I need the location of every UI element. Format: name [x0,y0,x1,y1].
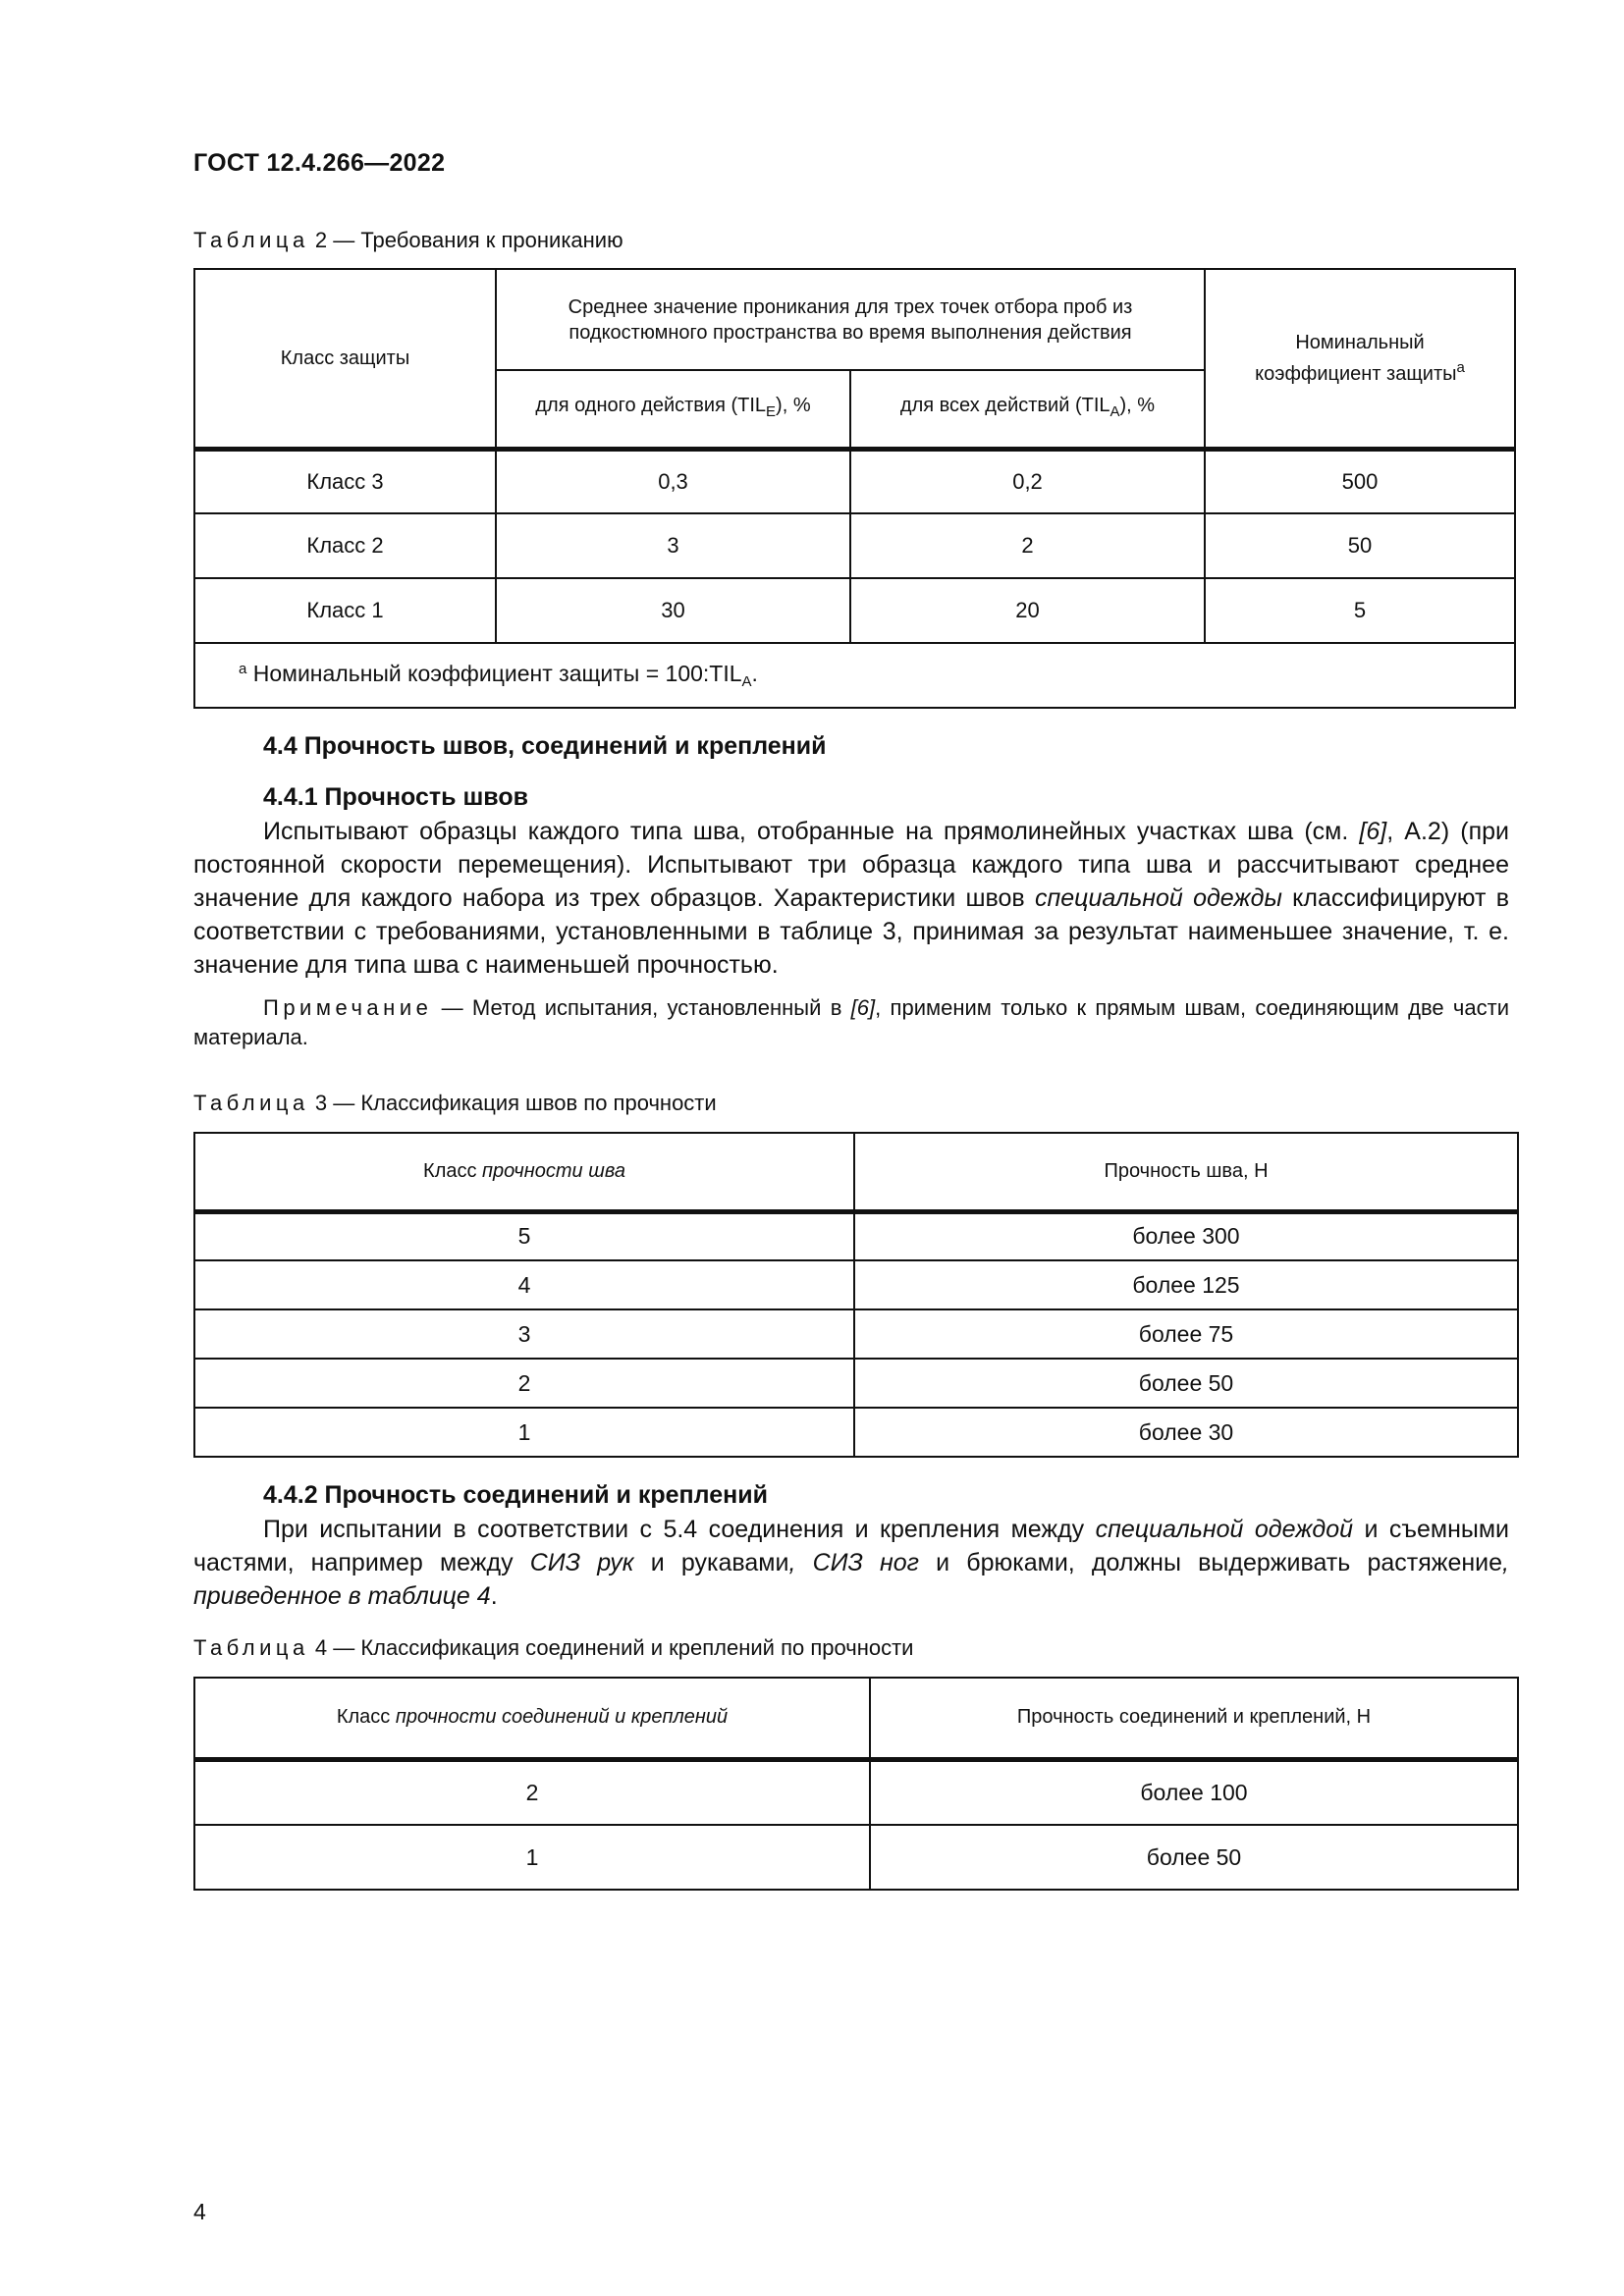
table-row [194,513,1515,578]
para-text: Испытывают образцы каждого типа шва, отобранные на прямолинейных участках шва (см. [263,818,1360,845]
table4-caption-text: 4 — Классификация соединений и креплений по прочности [314,1635,914,1660]
table4-caption [193,1635,913,1661]
table3-caption [193,1091,717,1116]
table2-col-nominal-text: Номинальный коэффициент защиты [1255,331,1457,385]
table2-cell-class: Класс 1 [194,578,496,643]
term-italic: СИЗ рук [529,1549,634,1576]
table2-cell-class: Класс 2 [194,513,496,578]
reference-link: [6] [850,995,876,1020]
section-4-4-2-paragraph [193,1513,1509,1613]
table2-col-single-tail: ), % [776,394,811,416]
table2-caption-prefix: Таблица [193,228,309,252]
table2-caption-text: 2 — Требования к прониканию [314,228,623,252]
section-4-4-1-title: 4.4.1 Прочность швов [263,783,528,811]
reference-link: [6] [1359,818,1387,845]
page-number: 4 [193,2199,206,2224]
table2-caption [193,228,623,253]
term-italic: специальной одеждой [1095,1516,1354,1543]
table2-cell-single: 3 [496,513,850,578]
table3-cell-class: 1 [194,1408,854,1457]
header-text: Класс [423,1159,483,1182]
table2-cell-all: 20 [850,578,1205,643]
table3-cell-strength: более 75 [854,1309,1518,1359]
table2-col-single-text: для одного действия (TIL [535,394,767,416]
table2-cell-nominal: 5 [1205,578,1515,643]
table-row [194,1260,1518,1309]
table2 [193,268,1516,709]
para-text: и брюками, должны выдерживать растяжение [919,1549,1503,1576]
table4-col-class [194,1678,870,1759]
para-text: и съемными частями, например между [193,1516,1509,1576]
table3-caption-text: 3 — Классификация швов по прочности [314,1091,717,1115]
table-row [194,578,1515,643]
para-text: . [490,1582,498,1610]
para-text: и рукавами [633,1549,789,1576]
para-text: , А.2) (при постоянной скорости перемещения). Испытывают три образца каждого типа шва и рассчитывают среднее значение для каждого набора из трех образцов. Характеристики швов [193,818,1510,912]
table3-caption-prefix: Таблица [193,1091,309,1115]
table2-col-all-text: для всех действий (TIL [899,394,1110,416]
table2-col-group: Среднее значение проникания для трех точек отбора проб из подкостюмного пространства во время выполнения действия [496,269,1205,370]
para-text: классифицируют в соответствии с требованиями, установленными в таблице 3, принимая за результат наименьшее значение, т. е. значение для типа шва с наименьшей прочностью. [193,884,1509,979]
table4-cell-strength: более 50 [870,1825,1518,1890]
section-4-4-2-title: 4.4.2 Прочность соединений и креплений [263,1481,768,1509]
table2-footnote [194,643,1515,708]
term-italic: , СИЗ ног [788,1549,919,1576]
table3-col-class [194,1133,854,1211]
table2-cell-class: Класс 3 [194,449,496,513]
table-row [194,1825,1518,1890]
table2-col-all-sub: A [1110,402,1120,420]
table3-col-strength: Прочность шва, Н [854,1133,1518,1211]
table3-cell-class: 5 [194,1211,854,1260]
table3-cell-strength: более 50 [854,1359,1518,1408]
document-header: ГОСТ 12.4.266—2022 [193,149,446,177]
table2-cell-all: 2 [850,513,1205,578]
table4-cell-class: 1 [194,1825,870,1890]
section-4-4-title: 4.4 Прочность швов, соединений и креплений [263,732,827,760]
term-italic: , приведенное в таблице 4 [193,1549,1509,1610]
table2-col-nominal-sup: a [1456,358,1465,376]
note-text: — Метод испытания, установленный в [432,995,851,1020]
table2-cell-nominal: 50 [1205,513,1515,578]
note-label: Примечание [263,995,433,1020]
table2-cell-all: 0,2 [850,449,1205,513]
note [193,993,1509,1052]
table2-col-class: Класс защиты [194,269,496,449]
table3-cell-strength: более 125 [854,1260,1518,1309]
table2-col-nominal [1205,269,1515,449]
table2-footnote-mark: a [239,661,247,677]
table2-col-single-sub: E [766,402,777,420]
header-italic: прочности соединений и креплений [395,1706,729,1729]
table3-cell-class: 2 [194,1359,854,1408]
table3-cell-class: 4 [194,1260,854,1309]
table2-col-single [496,370,850,449]
table2-footnote-sub: A [741,673,752,690]
table3-cell-strength: более 30 [854,1408,1518,1457]
table4-cell-class: 2 [194,1759,870,1825]
table2-cell-nominal: 500 [1205,449,1515,513]
para-text: При испытании в соответствии с 5.4 соединения и крепления между [263,1516,1096,1543]
table-row [194,1759,1518,1825]
table4-caption-prefix: Таблица [193,1635,309,1660]
table2-cell-single: 30 [496,578,850,643]
table3-cell-class: 3 [194,1309,854,1359]
header-text: Класс [336,1706,396,1729]
table2-footnote-text: Номинальный коэффициент защиты = 100:TIL [252,661,742,686]
table-row [194,1359,1518,1408]
table3 [193,1132,1519,1458]
table2-col-all-tail: ), % [1119,394,1156,416]
term-italic: специальной одежды [1035,884,1282,912]
section-4-4-1-paragraph [193,815,1509,982]
table2-cell-single: 0,3 [496,449,850,513]
table2-col-all [850,370,1205,449]
table4-col-strength: Прочность соединений и креплений, Н [870,1678,1518,1759]
table2-footnote-tail: . [751,661,758,686]
table-row [194,1408,1518,1457]
note-text: , применим только к прямым швам, соединяющим две части материала. [193,995,1509,1049]
table-row [194,449,1515,513]
table4-cell-strength: более 100 [870,1759,1518,1825]
table-row [194,1211,1518,1260]
table-row [194,1309,1518,1359]
header-italic: прочности шва [482,1159,625,1182]
table3-cell-strength: более 300 [854,1211,1518,1260]
table4 [193,1677,1519,1891]
